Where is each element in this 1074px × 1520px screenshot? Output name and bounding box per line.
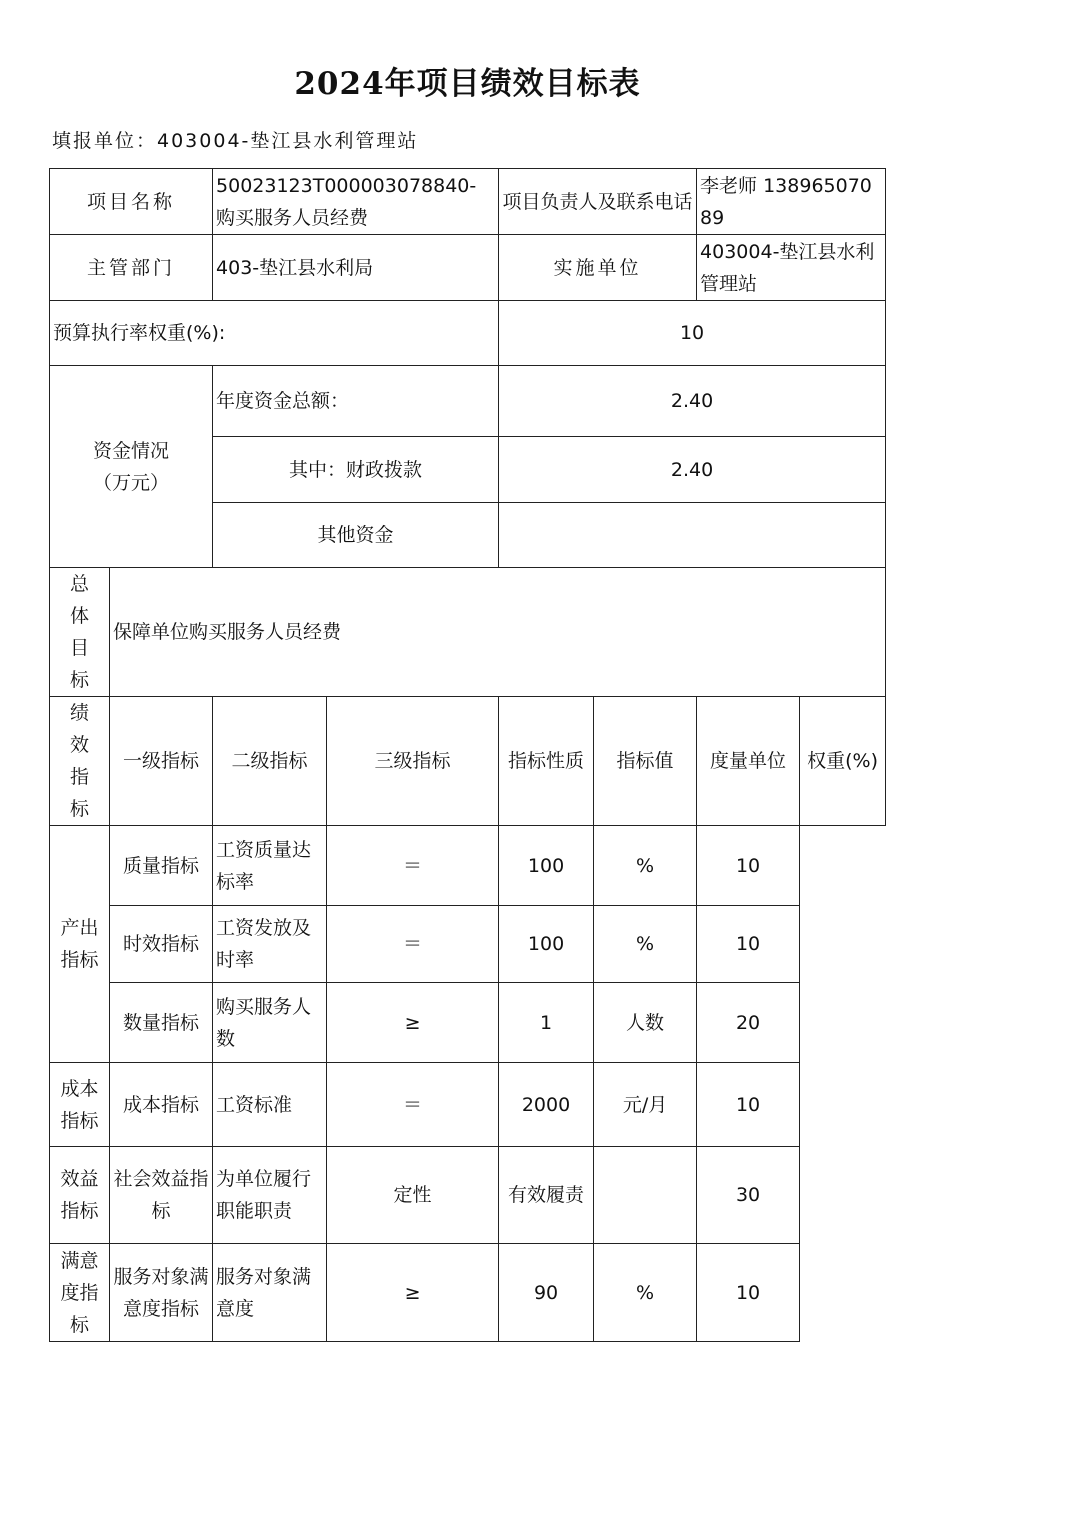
level2-cell: 数量指标 [110, 983, 213, 1063]
budget-weight-label: 预算执行率权重(%): [50, 301, 499, 366]
other-funds-value [499, 503, 886, 568]
weight-cell: 10 [697, 1244, 800, 1342]
annual-total-label: 年度资金总额： [213, 366, 499, 437]
level3-cell: 为单位履行职能职责 [213, 1147, 327, 1244]
nature-cell: ≥ [327, 1244, 499, 1342]
level3-cell: 购买服务人数 [213, 983, 327, 1063]
indicator-row [50, 1244, 886, 1342]
vertical-char: 标 [69, 669, 89, 691]
level3-cell: 服务对象满意度 [213, 1244, 327, 1342]
indicator-row [50, 1063, 886, 1147]
fiscal-value: 2.40 [499, 437, 886, 503]
project-leader-label: 项目负责人及联系电话 [499, 169, 697, 235]
funds-label-line2: （万元） [93, 471, 170, 494]
level3-cell: 工资发放及时率 [213, 906, 327, 983]
level2-cell: 成本指标 [110, 1063, 213, 1147]
level1-header: 一级指标 [110, 697, 213, 826]
weight-cell: 10 [697, 826, 800, 906]
budget-weight-value: 10 [499, 301, 886, 366]
dept-label: 主管部门 [50, 235, 213, 301]
nature-cell: ＝ [327, 826, 499, 906]
value-cell: 1 [499, 983, 594, 1063]
project-leader-value: 李老师 13896507089 [697, 169, 886, 235]
indicator-row [50, 983, 886, 1063]
indicator-row [50, 826, 886, 906]
page-title: 2024年项目绩效目标表 [294, 66, 641, 102]
indicator-row [50, 906, 886, 983]
reporting-unit: 填报单位：403004-垫江县水利管理站 [52, 130, 419, 152]
level2-cell: 质量指标 [110, 826, 213, 906]
vertical-char: 指 [69, 766, 89, 788]
value-cell: 100 [499, 826, 594, 906]
unit-cell: % [594, 826, 697, 906]
level2-cell: 时效指标 [110, 906, 213, 983]
nature-cell: ≥ [327, 983, 499, 1063]
level3-cell: 工资标准 [213, 1063, 327, 1147]
level2-header: 二级指标 [213, 697, 327, 826]
unit-header: 度量单位 [697, 697, 800, 826]
vertical-char: 标 [69, 798, 89, 820]
nature-cell: 定性 [327, 1147, 499, 1244]
nature-cell: ＝ [327, 906, 499, 983]
level1-cell: 产出指标 [50, 826, 110, 1063]
funds-label-line1: 资金情况 [93, 439, 170, 462]
nature-header: 指标性质 [499, 697, 594, 826]
weight-header: 权重(%) [800, 697, 886, 826]
level1-cell: 效益指标 [50, 1147, 110, 1244]
level3-header: 三级指标 [327, 697, 499, 826]
value-cell: 100 [499, 906, 594, 983]
project-name-value: 50023123T000003078840-购买服务人员经费 [213, 169, 499, 235]
level1-cell: 成本指标 [50, 1063, 110, 1147]
weight-cell: 30 [697, 1147, 800, 1244]
other-funds-label: 其他资金 [213, 503, 499, 568]
indicator-header-row [50, 697, 886, 826]
dept-value: 403-垫江县水利局 [213, 235, 499, 301]
overall-goal-label [50, 568, 110, 697]
vertical-char: 绩 [69, 702, 89, 724]
nature-cell: ＝ [327, 1063, 499, 1147]
vertical-char: 体 [69, 605, 89, 627]
vertical-char: 效 [69, 734, 89, 756]
weight-cell: 10 [697, 1063, 800, 1147]
level1-cell: 满意度指标 [50, 1244, 110, 1342]
vertical-char: 总 [69, 573, 89, 595]
value-cell: 有效履责 [499, 1147, 594, 1244]
budget-weight-row [50, 301, 886, 366]
level2-cell: 社会效益指标 [110, 1147, 213, 1244]
funds-label [50, 366, 213, 568]
perf-indicators-label [50, 697, 110, 826]
level2-cell: 服务对象满意度指标 [110, 1244, 213, 1342]
value-header: 指标值 [594, 697, 697, 826]
dept-row [50, 235, 886, 301]
vertical-char: 目 [69, 637, 89, 659]
unit-cell: % [594, 906, 697, 983]
overall-goal-row [50, 568, 886, 697]
project-name-row [50, 169, 886, 235]
overall-goal-value: 保障单位购买服务人员经费 [110, 568, 886, 697]
impl-unit-value: 403004-垫江县水利管理站 [697, 235, 886, 301]
weight-cell: 20 [697, 983, 800, 1063]
funds-total-row [50, 366, 886, 437]
impl-unit-label: 实施单位 [499, 235, 697, 301]
project-name-label: 项目名称 [50, 169, 213, 235]
weight-cell: 10 [697, 906, 800, 983]
unit-cell: 人数 [594, 983, 697, 1063]
performance-target-table [49, 168, 886, 1342]
value-cell: 2000 [499, 1063, 594, 1147]
unit-cell [594, 1147, 697, 1244]
annual-total-value: 2.40 [499, 366, 886, 437]
fiscal-label: 其中：财政拨款 [213, 437, 499, 503]
level3-cell: 工资质量达标率 [213, 826, 327, 906]
indicator-row [50, 1147, 886, 1244]
unit-cell: 元/月 [594, 1063, 697, 1147]
value-cell: 90 [499, 1244, 594, 1342]
unit-cell: % [594, 1244, 697, 1342]
